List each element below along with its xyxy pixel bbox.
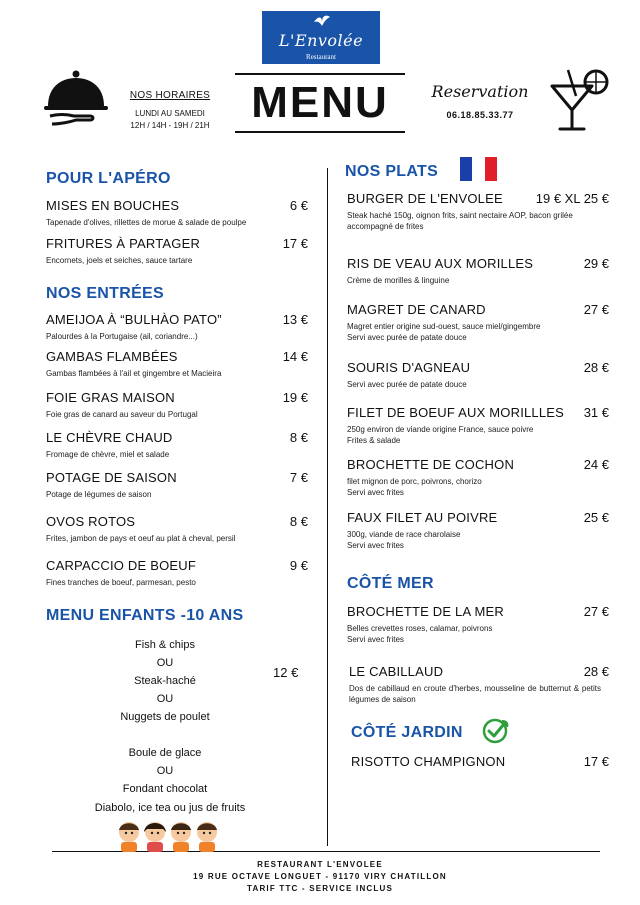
hours-title: NOS HORAIRES	[129, 90, 211, 101]
item-price: 31 €	[583, 405, 609, 420]
item-desc: filet mignon de porc, poivrons, chorizo Servi avec frites	[347, 477, 482, 497]
item-name: FOIE GRAS MAISON	[46, 390, 175, 405]
menu-item	[46, 198, 308, 228]
item-name: RISOTTO CHAMPIGNON	[351, 754, 506, 769]
menu-item	[347, 604, 609, 645]
menu-item	[46, 349, 308, 379]
item-price: 8 €	[289, 430, 308, 445]
item-desc: Fines tranches de boeuf, parmesan, pesto	[46, 578, 196, 587]
item-price: 13 €	[282, 312, 308, 327]
item-name: LE CABILLAUD	[349, 664, 444, 679]
logo-name: L'Envolée	[278, 31, 364, 50]
item-desc: Crème de morilles & linguine	[347, 276, 450, 285]
item-desc: Encornets, joels et seiches, sauce tartare	[46, 256, 193, 265]
item-price: 17 €	[282, 236, 308, 251]
footer-restaurant-name: RESTAURANT L'ENVOLEE	[257, 860, 383, 869]
item-price: 28 €	[583, 360, 609, 375]
menu-item	[349, 664, 609, 705]
kids-line: Fish & chips	[135, 639, 195, 651]
item-price: 24 €	[583, 457, 609, 472]
item-desc: 300g, viande de race charolaise Servi avec frites	[347, 530, 461, 550]
bird-logo-icon	[312, 14, 332, 32]
menu-item	[46, 430, 308, 460]
item-price: 8 €	[289, 514, 308, 529]
item-name: FAUX FILET AU POIVRE	[347, 510, 498, 525]
item-name: MISES EN BOUCHES	[46, 198, 180, 213]
column-divider	[327, 168, 328, 846]
children-illustration-icon	[115, 817, 225, 853]
hours-days: LUNDI AU SAMEDI	[135, 109, 205, 118]
section-jardin-title: CÔTÉ JARDIN	[351, 724, 463, 741]
menu-item	[347, 302, 609, 343]
kids-line: OU	[156, 765, 174, 777]
item-desc: Gambas flambées à l'ail et gingembre et Macieira	[46, 369, 222, 378]
section-plats-title: NOS PLATS	[345, 163, 439, 180]
item-price: 19 € XL 25 €	[535, 191, 609, 206]
menu-item	[46, 470, 308, 500]
kids-line: OU	[156, 693, 174, 705]
item-desc: 250g environ de viande origine France, sauce poivre Frites & salade	[347, 425, 534, 445]
item-desc: Magret entier origine sud-ouest, sauce miel/gingembre Servi avec purée de patate douce	[347, 322, 541, 342]
kids-line: Boule de glace	[128, 747, 202, 759]
item-name: OVOS ROTOS	[46, 514, 136, 529]
item-price: 19 €	[282, 390, 308, 405]
item-desc: Potage de légumes de saison	[46, 490, 152, 499]
reservation-label: Reservation	[431, 82, 529, 101]
kids-line: Nuggets de poulet	[120, 711, 210, 723]
item-name: CARPACCIO DE BOEUF	[46, 558, 196, 573]
menu-title-box	[235, 73, 405, 133]
kids-price: 12 €	[273, 665, 299, 680]
item-price: 27 €	[583, 302, 609, 317]
item-price: 17 €	[583, 754, 609, 769]
menu-item	[46, 558, 308, 588]
item-price: 7 €	[289, 470, 308, 485]
item-name: BROCHETTE DE COCHON	[347, 457, 515, 472]
reservation-block	[425, 82, 535, 120]
kids-menu-choices	[90, 636, 240, 798]
section-apero-title: POUR L'APÉRO	[46, 170, 171, 187]
item-name: GAMBAS FLAMBÉES	[46, 349, 178, 364]
item-price: 9 €	[289, 558, 308, 573]
item-desc: Palourdes à la Portugaise (ail, coriandre...)	[46, 332, 198, 341]
cocktail-icon	[546, 66, 612, 134]
cloche-icon	[40, 66, 112, 128]
logo-subtitle: Restaurant	[306, 53, 336, 61]
kids-line: Steak-haché	[134, 675, 196, 687]
menu-item	[347, 360, 609, 390]
section-entrees-title: NOS ENTRÉES	[46, 285, 164, 302]
item-price: 14 €	[282, 349, 308, 364]
french-flag-icon	[460, 157, 497, 181]
item-price: 28 €	[583, 664, 609, 679]
menu-item	[351, 754, 609, 769]
restaurant-logo	[262, 11, 380, 64]
footer-address: 19 RUE OCTAVE LONGUET - 91170 VIRY CHATILLON	[193, 872, 447, 881]
hours-times: 12H / 14H - 19H / 21H	[130, 121, 210, 130]
menu-item	[347, 191, 609, 232]
item-price: 6 €	[289, 198, 308, 213]
item-name: MAGRET DE CANARD	[347, 302, 486, 317]
item-price: 25 €	[583, 510, 609, 525]
item-name: BROCHETTE DE LA MER	[347, 604, 504, 619]
item-desc: Dos de cabillaud en croute d'herbes, mousseline de butternut & petits légumes de saison	[349, 684, 601, 704]
menu-item	[46, 514, 308, 544]
item-name: BURGER DE L'ENVOLEE	[347, 191, 503, 206]
item-price: 27 €	[583, 604, 609, 619]
item-desc: Foie gras de canard au saveur du Portugal	[46, 410, 198, 419]
item-name: POTAGE DE SAISON	[46, 470, 177, 485]
item-desc: Frites, jambon de pays et oeuf au plat à cheval, persil	[46, 534, 236, 543]
menu-item	[347, 256, 609, 286]
page-title: MENU	[251, 78, 389, 127]
menu-item	[46, 312, 308, 342]
item-desc: Fromage de chèvre, miel et salade	[46, 450, 170, 459]
item-name: FILET DE BOEUF AUX MORILLLES	[347, 405, 565, 420]
footer-pricing-note: TARIF TTC - SERVICE INCLUS	[246, 884, 394, 893]
menu-item	[347, 510, 609, 551]
menu-item	[347, 457, 609, 498]
kids-line: OU	[156, 657, 174, 669]
opening-hours	[112, 90, 228, 132]
section-mer-title: CÔTÉ MER	[347, 575, 434, 592]
item-price: 29 €	[583, 256, 609, 271]
leaf-check-icon	[482, 718, 510, 744]
reservation-phone[interactable]: 06.18.85.33.77	[446, 110, 514, 120]
item-name: LE CHÈVRE CHAUD	[46, 430, 173, 445]
item-desc: Tapenade d'olives, rillettes de morue & salade de poulpe	[46, 218, 247, 227]
item-name: SOURIS D'AGNEAU	[347, 360, 471, 375]
menu-item	[46, 390, 308, 420]
kids-line: Fondant chocolat	[122, 783, 208, 795]
item-name: RIS DE VEAU AUX MORILLES	[347, 256, 534, 271]
item-name: FRITURES À PARTAGER	[46, 236, 201, 251]
menu-item	[347, 405, 609, 446]
item-desc: Belles crevettes roses, calamar, poivrons Servi avec frites	[347, 624, 493, 644]
menu-item	[46, 236, 308, 266]
kids-line	[90, 726, 240, 744]
item-desc: Steak haché 150g, oignon frits, saint nectaire AOP, bacon grilée accompagné de frites	[347, 211, 573, 231]
item-desc: Servi avec purée de patate douce	[347, 380, 467, 389]
item-name: AMEIJOA À “BULHÀO PATO”	[46, 312, 222, 327]
section-kids-title: MENU ENFANTS -10 ANS	[46, 607, 244, 624]
kids-drink: Diabolo, ice tea ou jus de fruits	[94, 802, 246, 814]
